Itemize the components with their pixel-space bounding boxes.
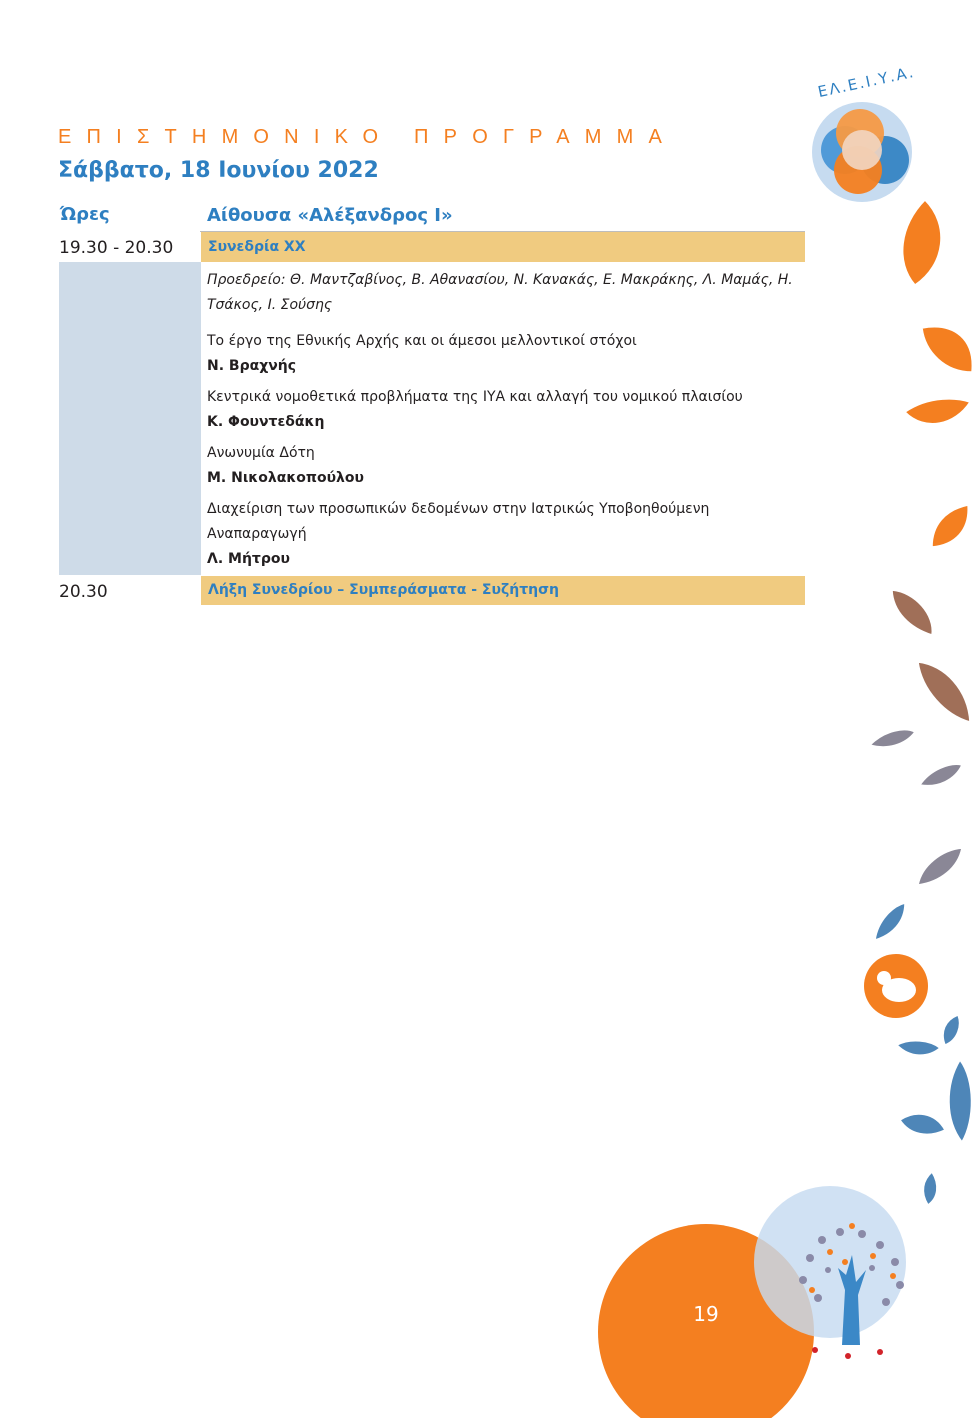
hall-column-header: Αίθουσα «Αλέξανδρος Ι» (207, 205, 453, 226)
hours-column-header: Ώρες (60, 204, 110, 225)
program-title: ΕΠΙΣΤΗΜΟΝΙΚΟ ΠΡΟΓΡΑΜΜΑ (58, 126, 678, 148)
date-title: Σάββατο, 18 Ιουνίου 2022 (58, 158, 379, 183)
page-number: 19 (693, 1302, 719, 1326)
session-title-bar: Συνεδρία XX (201, 232, 805, 262)
session-chairs: Προεδρείο: Θ. Μαντζαβίνος, Β. Αθανασίου, Ν. Κανακάς, Ε. Μακράκης, Λ. Μαμάς, Η. Τσάκος, Ι. Σούσης (207, 272, 793, 313)
logo-emblem (812, 102, 912, 202)
talk-title: Το έργο της Εθνικής Αρχής και οι άμεσοι μελλοντικοί στόχοι (207, 333, 637, 349)
talk-speaker: Ν. Βραχνής (207, 358, 297, 374)
closing-time: 20.30 (59, 582, 108, 602)
talk-speaker: Λ. Μήτρου (207, 551, 290, 567)
talk-title: Ανωνυμία Δότη (207, 445, 315, 461)
talk-speaker: Μ. Νικολακοπούλου (207, 470, 364, 486)
embryo-emblem (864, 954, 928, 1018)
talk-title: Κεντρικά νομοθετικά προβλήματα της ΙΥΑ και αλλαγή του νομικού πλαισίου (207, 389, 743, 405)
talk-speaker: Κ. Φουντεδάκη (207, 414, 325, 430)
session-time: 19.30 - 20.30 (59, 238, 174, 258)
session-time-block (59, 262, 201, 575)
closing-title-bar: Λήξη Συνεδρίου – Συμπεράσματα - Συζήτηση (201, 576, 805, 605)
logo-text: ΕΛ.Ε.Ι.Υ.Α. (816, 62, 917, 101)
talk-title: Διαχείριση των προσωπικών δεδομένων στην Ιατρικώς Υποβοηθούμενη Αναπαραγωγή (207, 501, 710, 542)
